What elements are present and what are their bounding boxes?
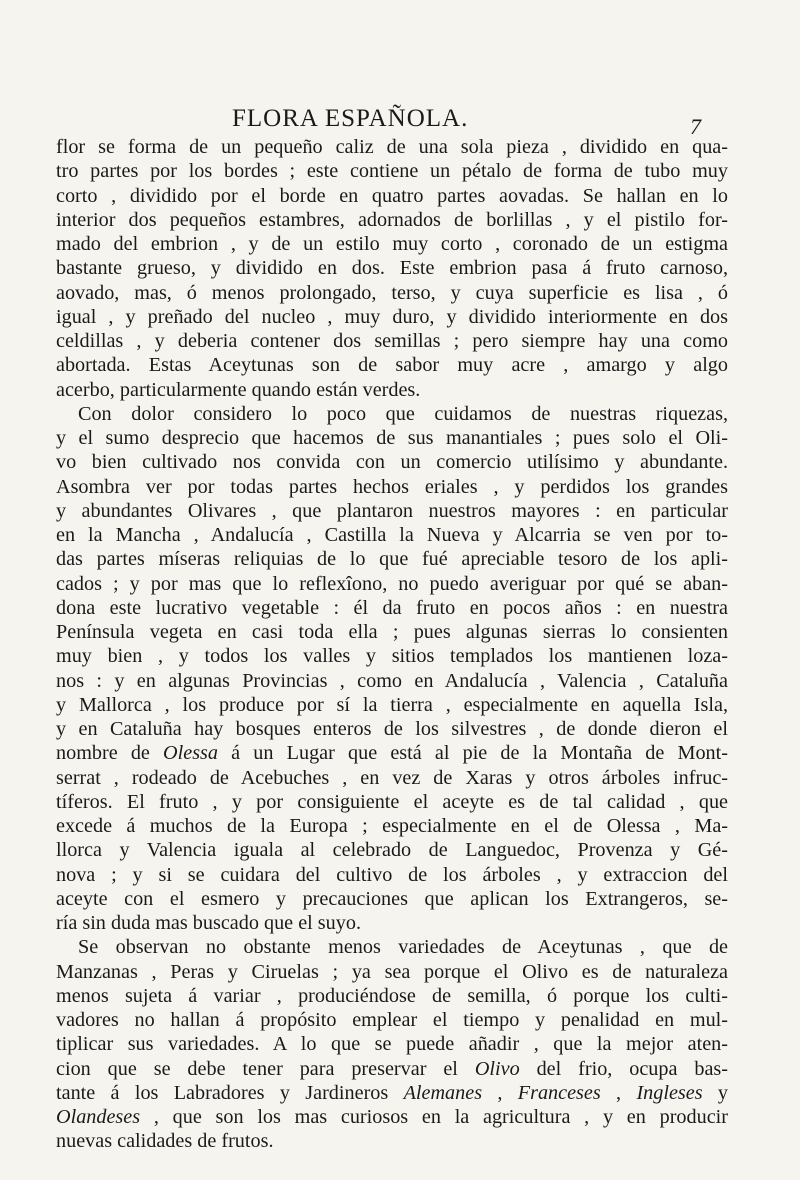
text-line bbox=[56, 669, 728, 693]
text-segment: bastante grueso, y dividido en dos. Este embrion pasa á fruto carnoso, bbox=[56, 257, 728, 280]
text-segment: nombre de bbox=[56, 742, 164, 765]
text-segment: igual , y preñado del nucleo , muy duro, y dividido interiormente en dos bbox=[56, 305, 728, 328]
text-segment: vadores no hallan á propósito emplear el tiempo y penalidad en mul- bbox=[56, 1009, 728, 1031]
text-segment: tante á los Labradores y Jardineros bbox=[56, 1081, 404, 1104]
text-line bbox=[56, 741, 728, 765]
text-segment: muy bien , y todos los valles y sitios templados los mantienen loza- bbox=[56, 645, 728, 668]
text-line bbox=[56, 281, 728, 305]
text-line bbox=[56, 232, 728, 256]
text-line bbox=[56, 159, 728, 183]
text-segment: dona este lucrativo vegetable : él da fruto en pocos años : en nuestra bbox=[56, 596, 728, 619]
text-segment: Península vegeta en casi toda ella ; pues algunas sierras lo consienten bbox=[56, 621, 728, 643]
text-segment: celdillas , y deberia contener dos semillas ; pero siempre hay una como bbox=[56, 330, 728, 352]
text-segment: ría sin duda mas buscado que el suyo. bbox=[56, 912, 361, 934]
text-line bbox=[56, 426, 728, 450]
running-title: FLORA ESPAÑOLA. bbox=[232, 105, 469, 132]
text-segment: mado del embrion , y de un estilo muy corto , coronado de un estigma bbox=[56, 233, 728, 255]
text-segment: y el sumo desprecio que hacemos de sus manantiales ; pues solo el Oli- bbox=[56, 427, 728, 449]
text-line bbox=[56, 814, 728, 838]
text-line bbox=[56, 572, 728, 596]
text-line bbox=[56, 184, 728, 208]
text-line bbox=[56, 960, 728, 984]
text-line bbox=[56, 693, 728, 717]
text-segment: y bbox=[702, 1081, 728, 1104]
text-segment: vo bien cultivado nos convida con un comercio utilísimo y abundante. bbox=[56, 451, 728, 474]
text-line bbox=[56, 475, 728, 499]
text-line bbox=[56, 523, 728, 547]
text-segment: , que son los mas curiosos en la agricultura , y en producir bbox=[140, 1106, 728, 1128]
text-line bbox=[56, 499, 728, 523]
italic-term: Franceses bbox=[517, 1081, 601, 1104]
text-segment: Se observan no obstante menos variedades de Aceytunas , que de bbox=[78, 936, 728, 959]
text-segment: acerbo, particularmente quando están verdes. bbox=[56, 378, 421, 401]
text-line bbox=[56, 402, 728, 426]
text-segment: Asombra ver por todas partes hechos eriales , y perdidos los grandes bbox=[56, 475, 728, 498]
text-segment: interior dos pequeños estambres, adornados de borlillas , y el pistilo for- bbox=[56, 208, 728, 231]
text-line bbox=[56, 863, 728, 887]
text-segment: das partes míseras reliquias de lo que fué apreciable tesoro de los apli- bbox=[56, 548, 728, 571]
italic-term: Olandeses bbox=[56, 1106, 141, 1128]
text-line bbox=[56, 620, 728, 644]
text-line bbox=[56, 378, 728, 402]
italic-term: Ingleses bbox=[636, 1081, 703, 1104]
text-segment: tiplicar sus variedades. A lo que se puede añadir , que la mejor aten- bbox=[56, 1033, 728, 1056]
text-segment: cion que se debe tener para preservar el bbox=[56, 1057, 475, 1080]
text-line bbox=[56, 887, 728, 911]
text-segment: cados ; y por mas que lo reflexîono, no puedo averiguar por qué se aban- bbox=[56, 572, 728, 595]
text-segment: del frio, ocupa bas- bbox=[519, 1057, 728, 1080]
text-segment: Con dolor considero lo poco que cuidamos de nuestras riquezas, bbox=[78, 402, 728, 425]
text-line bbox=[56, 790, 728, 814]
text-segment: á un Lugar que está al pie de la Montaña de Mont- bbox=[218, 742, 728, 765]
text-segment: tíferos. El fruto , y por consiguiente el aceyte es de tal calidad , que bbox=[56, 790, 728, 813]
text-segment: en la Mancha , Andalucía , Castilla la Nueva y Alcarria se ven por to- bbox=[56, 524, 728, 546]
page-number: 7 bbox=[690, 114, 701, 139]
text-line bbox=[56, 1129, 728, 1153]
italic-term: Olivo bbox=[474, 1057, 520, 1080]
text-segment: nova ; y si se cuidara del cultivo de los árboles , y extraccion del bbox=[56, 863, 728, 886]
text-segment: llorca y Valencia iguala al celebrado de Languedoc, Provenza y Gé- bbox=[56, 839, 728, 862]
text-line bbox=[56, 305, 728, 329]
text-segment: nos : y en algunas Provincias , como en Andalucía , Valencia , Cataluña bbox=[56, 669, 728, 692]
text-segment: , bbox=[600, 1081, 637, 1104]
text-line bbox=[56, 766, 728, 790]
text-segment: abortada. Estas Aceytunas son de sabor muy acre , amargo y algo bbox=[56, 354, 728, 377]
text-line bbox=[56, 644, 728, 668]
text-line bbox=[56, 911, 728, 935]
text-segment: y en Cataluña hay bosques enteros de los silvestres , de donde dieron el bbox=[56, 718, 728, 740]
text-line bbox=[56, 547, 728, 571]
text-line bbox=[56, 450, 728, 474]
body-text bbox=[56, 135, 728, 1154]
text-line bbox=[56, 596, 728, 620]
text-segment: flor se forma de un pequeño caliz de una sola pieza , dividido en qua- bbox=[56, 136, 728, 158]
text-segment: y Mallorca , los produce por sí la tierra , especialmente en aquella Isla, bbox=[56, 693, 728, 716]
text-line bbox=[56, 208, 728, 232]
text-line bbox=[56, 1105, 728, 1129]
text-line bbox=[56, 717, 728, 741]
text-line bbox=[56, 329, 728, 353]
text-segment: nuevas calidades de frutos. bbox=[56, 1130, 274, 1153]
text-line bbox=[56, 1057, 728, 1081]
text-segment: corto , dividido por el borde en quatro partes aovadas. Se hallan en lo bbox=[56, 184, 728, 207]
text-line bbox=[56, 935, 728, 959]
text-line bbox=[56, 256, 728, 280]
text-line bbox=[56, 1008, 728, 1032]
text-line bbox=[56, 984, 728, 1008]
text-segment: aovado, mas, ó menos prolongado, terso, y cuya superficie es lisa , ó bbox=[56, 281, 728, 304]
text-segment: aceyte con el esmero y precauciones que aplican los Extrangeros, se- bbox=[56, 887, 728, 910]
italic-term: Olessa bbox=[163, 742, 219, 765]
text-segment: , bbox=[482, 1081, 518, 1104]
running-head bbox=[0, 104, 800, 139]
text-line bbox=[56, 1081, 728, 1105]
text-segment: excede á muchos de la Europa ; especialmente en el de Olessa , Ma- bbox=[56, 815, 728, 837]
text-line bbox=[56, 838, 728, 862]
italic-term: Alemanes bbox=[403, 1081, 483, 1104]
text-segment: y abundantes Olivares , que plantaron nuestros mayores : en particular bbox=[56, 499, 728, 522]
text-line bbox=[56, 135, 728, 159]
text-segment: menos sujeta á variar , produciéndose de semilla, ó porque los culti- bbox=[56, 984, 728, 1007]
text-segment: tro partes por los bordes ; este contiene un pétalo de forma de tubo muy bbox=[56, 160, 728, 183]
text-segment: serrat , rodeado de Acebuches , en vez de Xaras y otros árboles infruc- bbox=[56, 766, 728, 789]
text-segment: Manzanas , Peras y Ciruelas ; ya sea porque el Olivo es de naturaleza bbox=[56, 960, 728, 983]
text-line bbox=[56, 1032, 728, 1056]
text-line bbox=[56, 353, 728, 377]
